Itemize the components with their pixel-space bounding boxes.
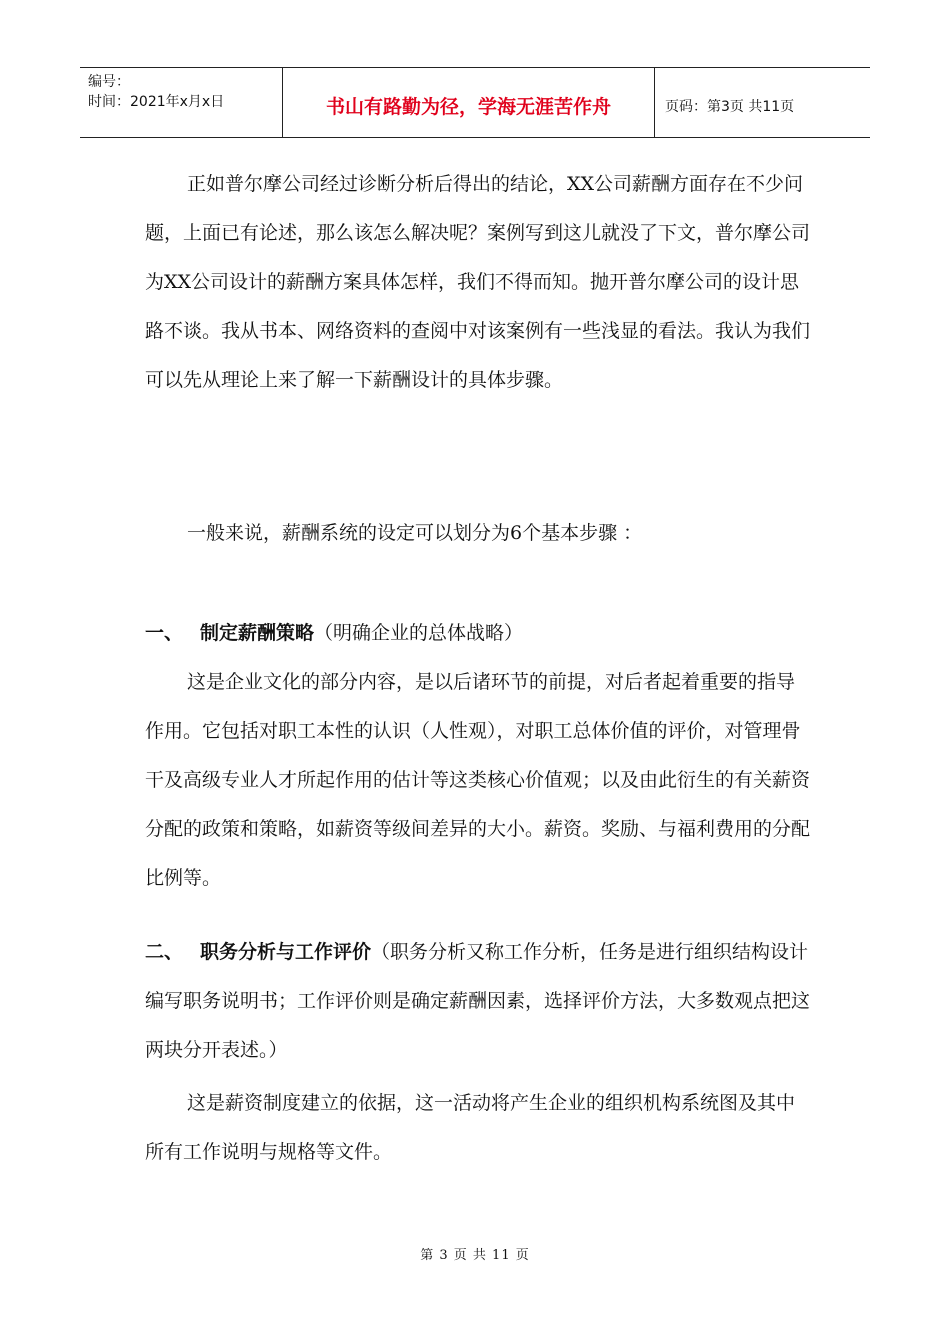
document-number: 编号： (88, 74, 130, 90)
page-footer: 第 3 页 共 11 页 (420, 1248, 530, 1263)
section-1-heading (145, 609, 810, 658)
section-2-note: （职务分析又称工作分析，任务是进行组织结构设计编写职务说明书；工作评价则是确定薪酬因素，选择评价方法，大多数观点把这两块分开表述。） (145, 941, 811, 1061)
section-1-note: （明确企业的总体战略） (314, 622, 524, 644)
section-1-title: 制定薪酬策略 (200, 622, 315, 644)
paragraph-intro: 正如普尔摩公司经过诊断分析后得出的结论，XX公司薪酬方面存在不少问题，上面已有论述，那么该怎么解决呢？案例写到这儿就没了下文，普尔摩公司为XX公司设计的薪酬方案具体怎样，我们不得而知。抛开普尔摩公司的设计思路不谈。我从书本、网络资料的查阅中对该案例有一些浅显的看法。我认为我们可以先从理论上来了解一下薪酬设计的具体步骤。 (145, 173, 811, 391)
paragraph-steps: 一般来说，薪酬系统的设定可以划分为6个基本步骤 ： (187, 522, 643, 544)
header-motto: 书山有路勤为径，学海无涯苦作舟 (283, 68, 655, 137)
header-page-info: 页码：第3页 共11页 (665, 98, 795, 115)
section-2-heading (145, 928, 810, 1075)
section-2-title: 职务分析与工作评价 (200, 941, 372, 963)
section-1-text: 这是企业文化的部分内容，是以后诸环节的前提，对后者起着重要的指导作用。它包括对职工本性的认识（人性观），对职工总体价值的评价，对管理骨干及高级专业人才所起作用的估计等这类核心价值观；以及由此衍生的有关薪资分配的政策和策略，如薪资等级间差异的大小。薪资。奖励、与福利费用的分配比例等。 (145, 671, 811, 889)
page-header (80, 67, 870, 138)
document-time: 时间：2021年x月x日 (88, 94, 225, 110)
section-2-text: 这是薪资制度建立的依据，这一活动将产生企业的组织机构系统图及其中所有工作说明与规格等文件。 (145, 1092, 796, 1163)
section-2-number: 二、 (145, 941, 184, 963)
header-meta (80, 68, 283, 137)
section-1-number: 一、 (145, 622, 184, 644)
